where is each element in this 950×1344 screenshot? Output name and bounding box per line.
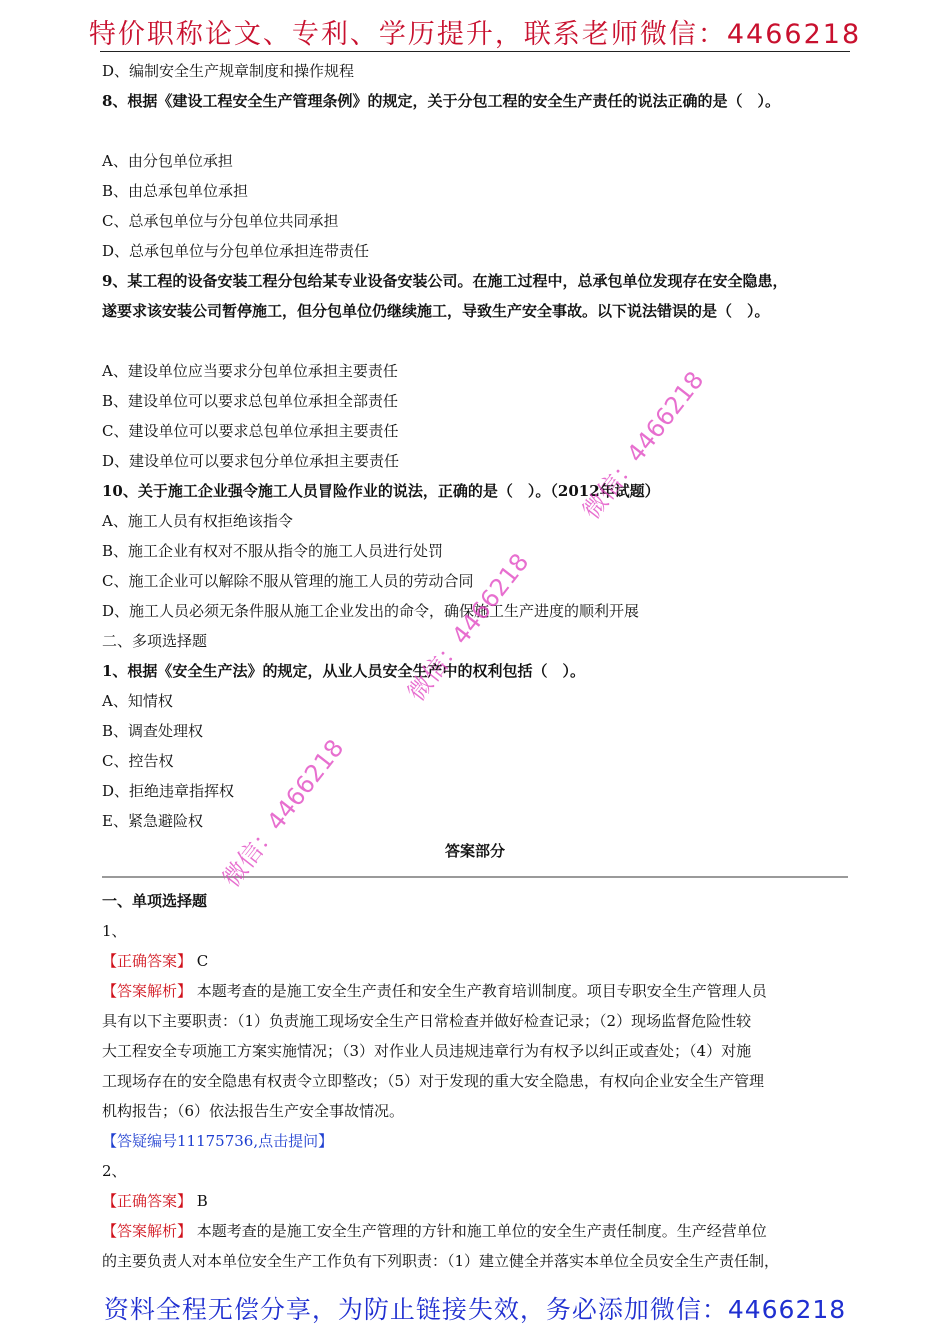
analysis-text: 本题考查的是施工安全生产责任和安全生产教育培训制度。项目专职安全生产管理人员: [196, 982, 767, 1000]
answer1-analysis-line4: 工现场存在的安全隐患有权责令立即整改；（5）对于发现的重大安全隐患，有权向企业安全生产管理: [102, 1072, 765, 1090]
analysis-text: 本题考查的是施工安全生产管理的方针和施工单位的安全生产责任制度。生产经营单位: [196, 1222, 767, 1240]
q10-option-c: C、施工企业可以解除不服从管理的施工人员的劳动合同: [102, 572, 474, 590]
q8-stem: 8、根据《建设工程安全生产管理条例》的规定，关于分包工程的安全生产责任的说法正确的是（ ）。: [102, 92, 780, 110]
correct-answer-value: B: [196, 1192, 208, 1210]
top-banner: 特价职称论文、专利、学历提升，联系老师微信：4466218: [88, 19, 862, 50]
answer1-query-link[interactable]: 【答疑编号11175736,点击提问】: [102, 1132, 334, 1150]
m1-option-c: C、控告权: [102, 752, 174, 770]
m1-option-d: D、拒绝违章指挥权: [102, 782, 235, 800]
q7-option-d: D、编制安全生产规章制度和操作规程: [102, 62, 355, 80]
answers-divider: [102, 876, 848, 878]
answer2-number: 2、: [102, 1162, 127, 1180]
q10-option-d: D、施工人员必须无条件服从施工企业发出的命令，确保施工生产进度的顺利开展: [102, 602, 640, 620]
correct-answer-value: C: [196, 952, 209, 970]
q10-option-a: A、施工人员有权拒绝该指令: [102, 512, 293, 530]
watermark-1: 微信：4466218: [577, 366, 710, 525]
q8-option-d: D、总承包单位与分包单位承担连带责任: [102, 242, 370, 260]
q9-option-d: D、建设单位可以要求包分单位承担主要责任: [102, 452, 400, 470]
answer1-correct: [102, 946, 862, 976]
answer1-analysis-line3: 大工程安全专项施工方案实施情况；（3）对作业人员违规违章行为有权予以纠正或查处；（4）对施: [102, 1042, 752, 1060]
answer2-analysis-line1: [102, 1216, 862, 1246]
answers-title: 答案部分: [444, 842, 505, 860]
q9-option-a: A、建设单位应当要求分包单位承担主要责任: [102, 362, 398, 380]
correct-answer-label: 【正确答案】: [102, 1192, 193, 1210]
q9-stem-line1: 9、某工程的设备安装工程分包给某专业设备安装公司。在施工过程中，总承包单位发现存在安全隐患，: [102, 272, 788, 290]
m1-option-a: A、知情权: [102, 692, 173, 710]
answer2-correct: [102, 1186, 862, 1216]
m1-stem: 1、根据《安全生产法》的规定，从业人员安全生产中的权利包括（ ）。: [102, 662, 585, 680]
m1-option-e: E、紧急避险权: [102, 812, 203, 830]
q10-stem: 10、关于施工企业强令施工人员冒险作业的说法，正确的是（ ）。（2012年试题）: [102, 482, 660, 500]
correct-answer-label: 【正确答案】: [102, 952, 193, 970]
q9-stem-line2: 遂要求该安装公司暂停施工，但分包单位仍继续施工，导致生产安全事故。以下说法错误的是（ ）。: [102, 302, 770, 320]
answer1-analysis-line2: 具有以下主要职责：（1）负责施工现场安全生产日常检查并做好检查记录；（2）现场监督危险性较: [102, 1012, 752, 1030]
q8-option-c: C、总承包单位与分包单位共同承担: [102, 212, 339, 230]
top-banner-divider: [100, 51, 850, 52]
section-multiple-choice-title: 二、多项选择题: [102, 632, 208, 650]
answer1-number: 1、: [102, 922, 127, 940]
watermark-3: 微信：4466218: [217, 734, 350, 893]
q10-option-b: B、施工企业有权对不服从指令的施工人员进行处罚: [102, 542, 444, 560]
m1-option-b: B、调查处理权: [102, 722, 204, 740]
q8-option-b: B、由总承包单位承担: [102, 182, 249, 200]
analysis-label: 【答案解析】: [102, 982, 193, 1000]
q9-option-c: C、建设单位可以要求总包单位承担主要责任: [102, 422, 399, 440]
watermark-2: 微信：4466218: [402, 548, 535, 707]
document-body: [102, 56, 862, 1276]
answer1-analysis-line1: [102, 976, 862, 1006]
q8-option-a: A、由分包单位承担: [102, 152, 233, 170]
answer2-analysis-line2: 的主要负责人对本单位安全生产工作负有下列职责：（1）建立健全并落实本单位全员安全生产责任制，: [102, 1252, 780, 1270]
answers-section1-title: 一、单项选择题: [102, 892, 208, 910]
bottom-banner: 资料全程无偿分享，为防止链接失效，务必添加微信：4466218: [103, 1295, 847, 1324]
answer1-analysis-line5: 机构报告；（6）依法报告生产安全事故情况。: [102, 1102, 405, 1120]
analysis-label: 【答案解析】: [102, 1222, 193, 1240]
q9-option-b: B、建设单位可以要求总包单位承担全部责任: [102, 392, 399, 410]
